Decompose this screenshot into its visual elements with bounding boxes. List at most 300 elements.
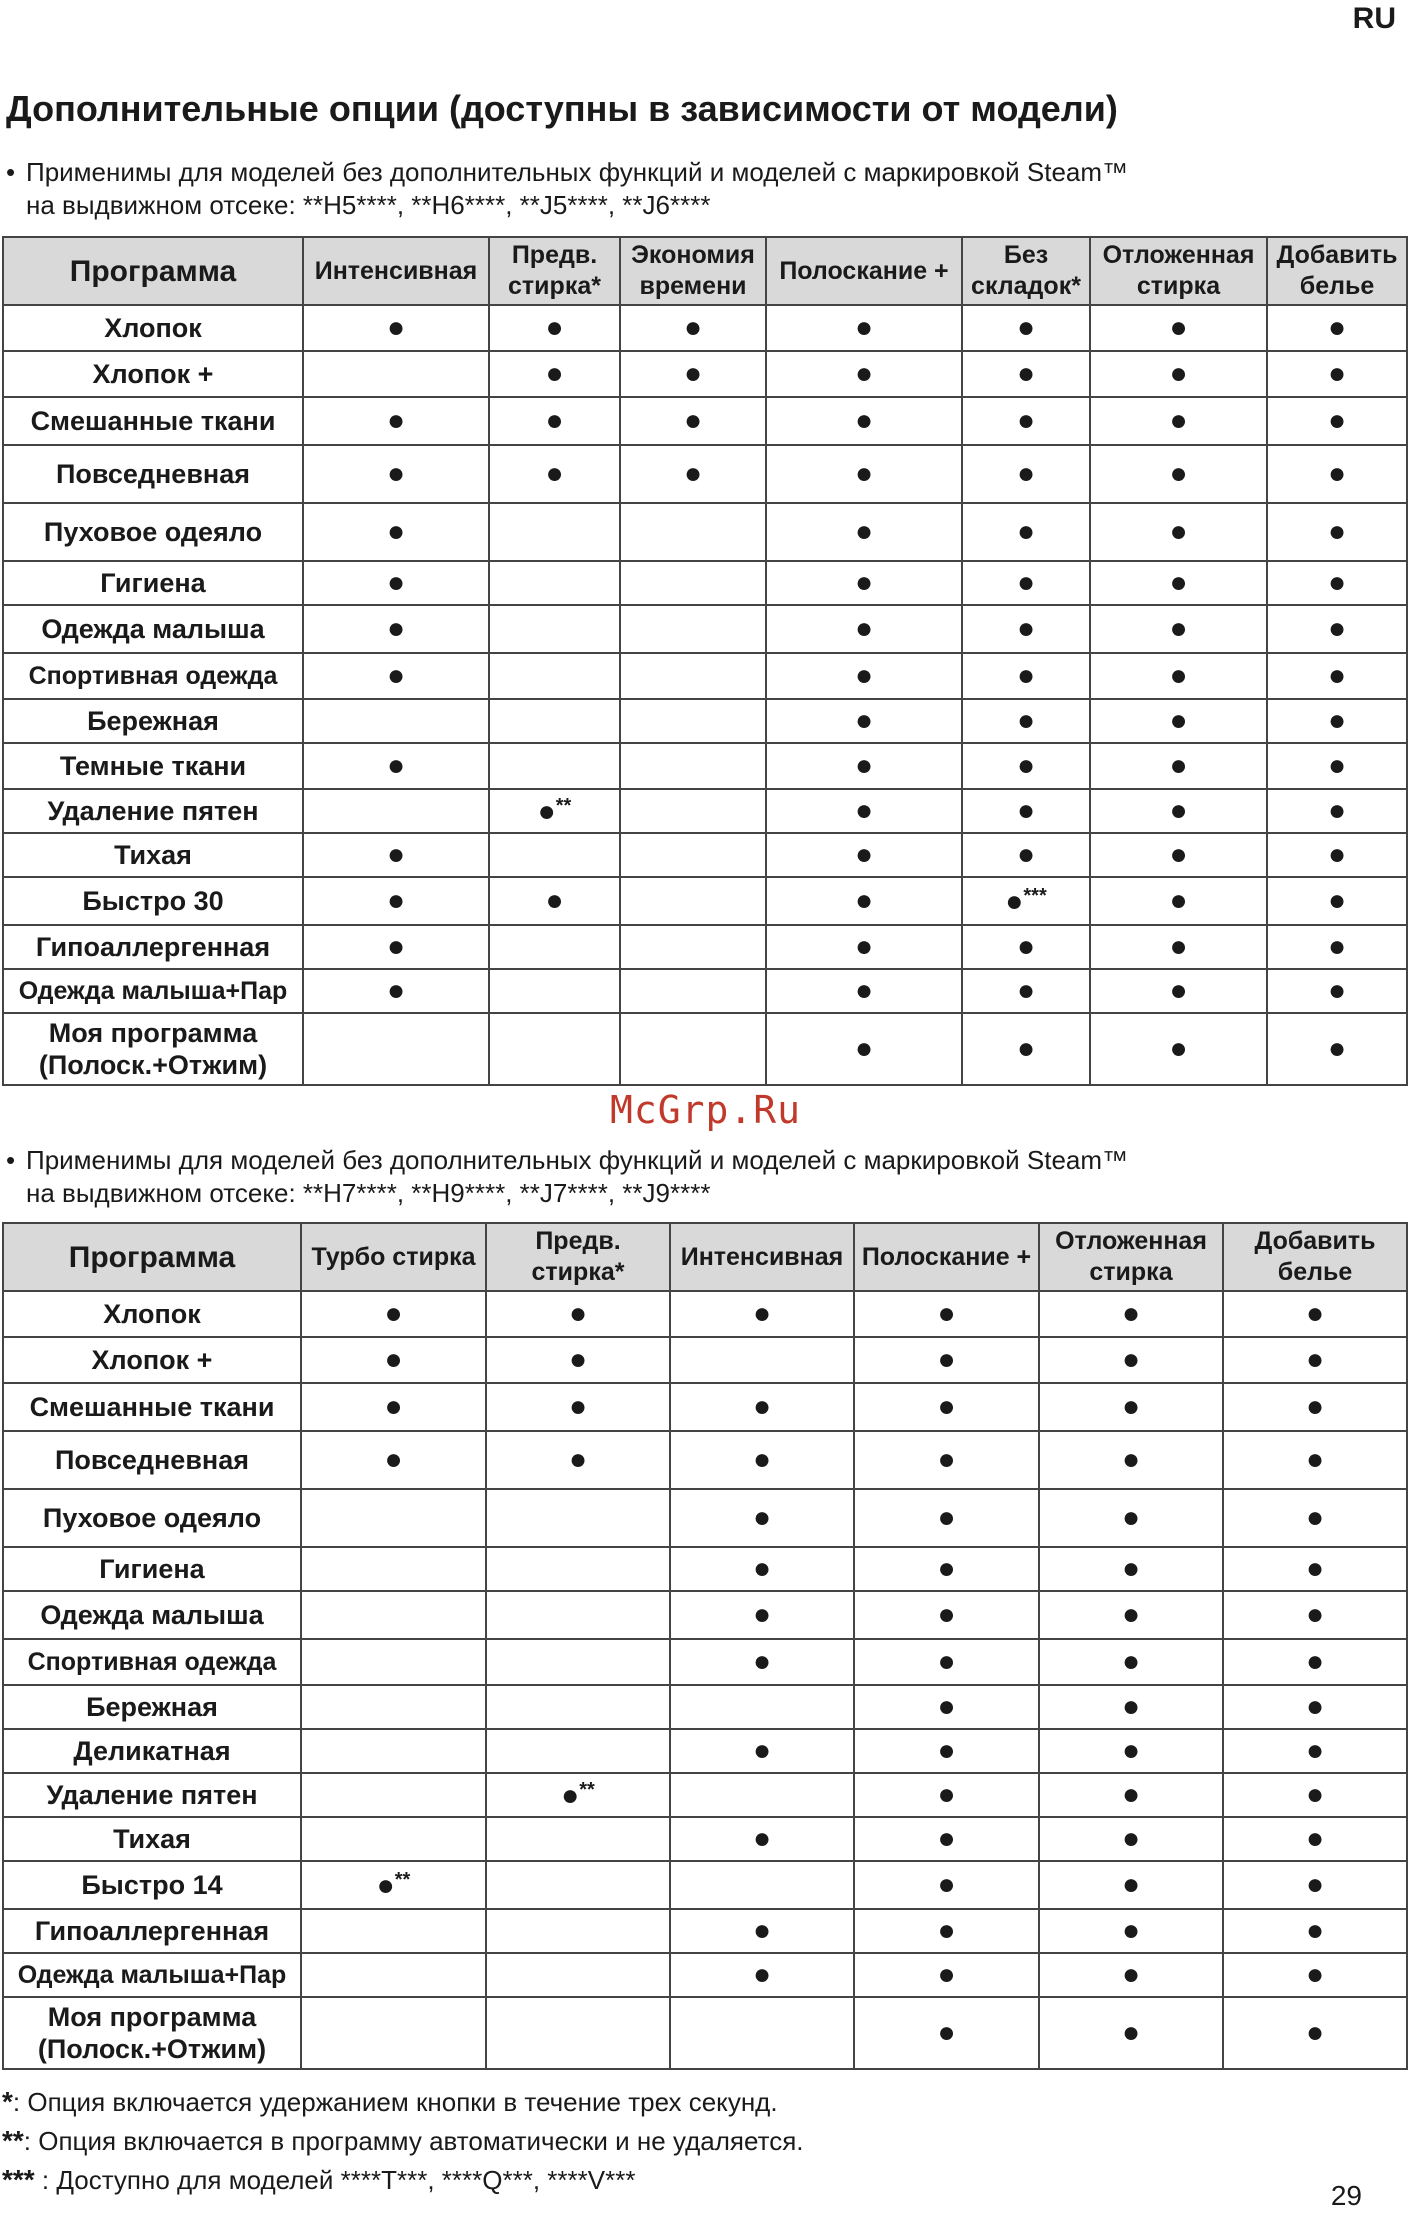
bullet-mark: ● — [1169, 404, 1188, 437]
table-row — [3, 1909, 1407, 1953]
table-row — [3, 1639, 1407, 1685]
option-available-cell — [1223, 1337, 1407, 1383]
option-empty-cell — [670, 1773, 854, 1817]
program-name: Смешанные ткани — [3, 1383, 301, 1431]
option-available-cell — [1039, 1729, 1223, 1773]
section2-note-line2: на выдвижном отсеке: **H7****, **H9****, **J7****, **J9**** — [26, 1178, 711, 1208]
program-name: Тихая — [3, 833, 303, 877]
option-available-cell — [1090, 969, 1267, 1013]
option-available-cell — [1090, 1013, 1267, 1085]
option-available-cell — [854, 1997, 1039, 2069]
option-empty-cell — [489, 561, 620, 605]
bullet-mark: ● — [1121, 1868, 1141, 1901]
option-empty-cell — [670, 1861, 854, 1909]
bullet-mark: ● — [1016, 311, 1036, 344]
option-available-cell — [670, 1909, 854, 1953]
option-available-cell — [962, 397, 1090, 445]
bullet-mark: ● — [545, 884, 564, 917]
program-name: Тихая — [3, 1817, 301, 1861]
bullet-mark: ● — [1121, 1443, 1141, 1476]
bullet-mark: ● — [1327, 749, 1347, 782]
option-available-cell — [766, 305, 962, 351]
option-empty-cell — [301, 1817, 486, 1861]
option-available-cell — [1267, 833, 1407, 877]
option-empty-cell — [620, 925, 766, 969]
bullet-mark: ● — [384, 1343, 403, 1376]
bullet-mark: ● — [1327, 457, 1347, 490]
footnote-1: *: Опция включается удержанием кнопки в течение трех секунд. — [2, 2086, 778, 2117]
option-available-cell — [766, 605, 962, 653]
option-available-cell — [1267, 503, 1407, 561]
option-available-cell — [486, 1383, 670, 1431]
bullet-mark: ● — [1016, 1032, 1036, 1065]
option-empty-cell — [301, 1953, 486, 1997]
bullet-mark: ● — [937, 2016, 956, 2049]
option-available-cell — [1090, 833, 1267, 877]
bullet-mark: ● — [752, 1501, 772, 1534]
option-available-cell — [670, 1291, 854, 1337]
bullet-mark: ● — [1327, 794, 1347, 827]
bullet-mark: ● — [1016, 838, 1036, 871]
table-row — [3, 699, 1407, 743]
option-available-cell — [303, 653, 489, 699]
option-available-cell — [1090, 397, 1267, 445]
column-header: Отложенная стирка — [1090, 237, 1267, 305]
column-header: Турбо стирка — [301, 1223, 486, 1291]
table-row — [3, 445, 1407, 503]
bullet-mark: ● — [1305, 1734, 1325, 1767]
bullet-mark: ● — [1327, 612, 1347, 645]
page-title: Дополнительные опции (доступны в зависимости от модели) — [6, 88, 1118, 129]
option-available-cell — [962, 969, 1090, 1013]
option-available-cell — [1223, 1383, 1407, 1431]
bullet-icon: • — [6, 157, 16, 187]
option-available-cell — [1223, 1817, 1407, 1861]
option-available-cell — [670, 1729, 854, 1773]
table-row — [3, 1729, 1407, 1773]
bullet-mark: ● — [1121, 1958, 1141, 1991]
bullet-mark: ● — [1169, 749, 1188, 782]
bullet-mark: ● — [545, 457, 564, 490]
option-empty-cell — [486, 1639, 670, 1685]
option-empty-cell — [303, 789, 489, 833]
bullet-mark: ● — [1169, 930, 1188, 963]
option-available-cell — [766, 743, 962, 789]
option-available-cell — [766, 503, 962, 561]
section2-note — [6, 1144, 1128, 1210]
bullet-mark: ● — [1305, 1822, 1325, 1855]
program-name: Моя программа (Полоск.+Отжим) — [3, 1013, 303, 1085]
option-available-cell — [1267, 877, 1407, 925]
bullet-mark: ● — [937, 1868, 956, 1901]
bullet-mark: ● — [854, 974, 874, 1007]
option-available-cell — [670, 1591, 854, 1639]
option-available-cell — [303, 877, 489, 925]
bullet-mark: ● — [1305, 1958, 1325, 1991]
option-available-cell — [1090, 561, 1267, 605]
option-available-cell — [670, 1639, 854, 1685]
option-available-cell — [854, 1861, 1039, 1909]
option-available-cell — [766, 653, 962, 699]
option-available-cell — [1039, 1591, 1223, 1639]
option-available-cell — [1223, 1909, 1407, 1953]
option-available-cell — [962, 653, 1090, 699]
table-row — [3, 561, 1407, 605]
option-available-cell — [620, 445, 766, 503]
bullet-mark: ● — [1016, 457, 1036, 490]
bullet-mark: ● — [683, 357, 703, 390]
bullet-mark: ● — [386, 659, 406, 692]
bullet-mark: ● — [937, 1552, 956, 1585]
option-available-cell — [1090, 503, 1267, 561]
option-available-cell — [962, 351, 1090, 397]
bullet-mark: ● — [752, 1390, 772, 1423]
option-available-cell — [301, 1383, 486, 1431]
option-available-cell — [854, 1773, 1039, 1817]
table-row — [3, 1431, 1407, 1489]
table-row — [3, 1383, 1407, 1431]
bullet-mark: ● — [1305, 1390, 1325, 1423]
option-available-cell — [620, 397, 766, 445]
option-available-cell — [854, 1685, 1039, 1729]
bullet-mark: ● — [752, 1914, 772, 1947]
table2-header-row — [3, 1223, 1407, 1291]
table1-header-row — [3, 237, 1407, 305]
bullet-mark: ● — [1016, 930, 1036, 963]
option-available-cell — [303, 743, 489, 789]
bullet-mark: ● — [1016, 357, 1036, 390]
bullet-mark: ● — [683, 404, 703, 437]
table-row — [3, 397, 1407, 445]
option-empty-cell — [620, 969, 766, 1013]
option-available-cell — [1267, 925, 1407, 969]
option-available-cell — [1090, 699, 1267, 743]
option-available-cell — [854, 1489, 1039, 1547]
option-available-cell — [1039, 1639, 1223, 1685]
option-empty-cell — [620, 833, 766, 877]
option-available-cell — [854, 1817, 1039, 1861]
option-available-cell — [766, 969, 962, 1013]
program-name: Деликатная — [3, 1729, 301, 1773]
option-available-cell — [1090, 605, 1267, 653]
program-name: Удаление пятен — [3, 789, 303, 833]
option-available-cell — [486, 1337, 670, 1383]
bullet-mark: ● — [1305, 1343, 1325, 1376]
bullet-mark: ● — [1121, 1778, 1141, 1811]
option-available-cell — [1039, 1685, 1223, 1729]
bullet-mark: ● — [384, 1297, 403, 1330]
table-row — [3, 1685, 1407, 1729]
option-empty-cell — [301, 1997, 486, 2069]
bullet-mark: ● — [1121, 1343, 1141, 1376]
bullet-mark: ●*** — [1005, 884, 1047, 918]
program-name: Быстро 30 — [3, 877, 303, 925]
option-available-cell — [766, 351, 962, 397]
option-available-cell — [670, 1431, 854, 1489]
program-name: Хлопок + — [3, 1337, 301, 1383]
bullet-mark: ● — [937, 1390, 956, 1423]
column-header: Предв. стирка* — [486, 1223, 670, 1291]
section1-note-line1: Применимы для моделей без дополнительных функций и моделей с маркировкой Steam™ — [26, 157, 1129, 187]
option-available-cell — [1267, 743, 1407, 789]
bullet-mark: ● — [1121, 1297, 1141, 1330]
bullet-mark: ● — [1121, 1552, 1141, 1585]
bullet-mark: ● — [545, 357, 564, 390]
bullet-mark: ● — [1305, 1914, 1325, 1947]
option-available-cell — [962, 1013, 1090, 1085]
bullet-mark: ● — [1121, 1690, 1141, 1723]
bullet-mark: ● — [386, 515, 406, 548]
bullet-mark: ● — [752, 1645, 772, 1678]
option-available-cell — [486, 1431, 670, 1489]
bullet-mark: ● — [854, 838, 874, 871]
option-available-cell — [303, 503, 489, 561]
option-available-cell — [620, 351, 766, 397]
option-available-cell — [766, 1013, 962, 1085]
bullet-mark: ● — [1121, 2016, 1141, 2049]
option-empty-cell — [489, 699, 620, 743]
option-available-cell — [1267, 351, 1407, 397]
option-empty-cell — [301, 1685, 486, 1729]
section1-note-line2: на выдвижном отсеке: **H5****, **H6****, **J5****, **J6**** — [26, 190, 711, 220]
option-available-cell — [1039, 1861, 1223, 1909]
option-available-cell — [766, 877, 962, 925]
option-empty-cell — [303, 1013, 489, 1085]
option-empty-cell — [620, 699, 766, 743]
bullet-mark: ● — [752, 1734, 772, 1767]
column-header: Интенсивная — [670, 1223, 854, 1291]
program-name: Одежда малыша+Пар — [3, 969, 303, 1013]
bullet-mark: ● — [683, 457, 703, 490]
bullet-mark: ● — [1169, 659, 1188, 692]
option-available-cell — [854, 1547, 1039, 1591]
option-available-cell — [1039, 1489, 1223, 1547]
option-empty-cell — [620, 743, 766, 789]
bullet-mark: ● — [1121, 1822, 1141, 1855]
option-available-cell — [303, 969, 489, 1013]
option-available-cell — [303, 305, 489, 351]
option-empty-cell — [486, 1685, 670, 1729]
option-available-cell — [1039, 1337, 1223, 1383]
option-empty-cell — [489, 743, 620, 789]
watermark: McGrp.Ru — [610, 1088, 802, 1132]
bullet-mark: ● — [1169, 566, 1188, 599]
bullet-mark: ● — [1327, 404, 1347, 437]
option-available-cell — [1267, 653, 1407, 699]
bullet-mark: ● — [1305, 1552, 1325, 1585]
column-header: Интенсивная — [303, 237, 489, 305]
option-available-cell — [303, 445, 489, 503]
program-name: Удаление пятен — [3, 1773, 301, 1817]
option-available-cell — [670, 1489, 854, 1547]
column-header: Предв. стирка* — [489, 237, 620, 305]
program-name: Хлопок — [3, 1291, 301, 1337]
option-available-cell — [1039, 1909, 1223, 1953]
option-available-cell — [766, 561, 962, 605]
bullet-mark: ● — [386, 612, 406, 645]
bullet-mark: ● — [1169, 612, 1188, 645]
option-available-cell — [670, 1953, 854, 1997]
option-available-cell — [962, 445, 1090, 503]
option-available-cell — [1039, 1773, 1223, 1817]
option-available-cell — [766, 925, 962, 969]
bullet-mark: ● — [854, 612, 874, 645]
bullet-mark: ● — [386, 974, 406, 1007]
bullet-mark: ● — [854, 794, 874, 827]
section1-note — [6, 156, 1128, 222]
option-available-cell — [1039, 1997, 1223, 2069]
bullet-mark: ● — [1169, 884, 1188, 917]
bullet-mark: ● — [854, 659, 874, 692]
option-available-cell — [962, 699, 1090, 743]
bullet-mark: ● — [1016, 612, 1036, 645]
option-empty-cell — [301, 1639, 486, 1685]
option-available-cell — [962, 833, 1090, 877]
bullet-mark: ● — [1169, 357, 1188, 390]
bullet-mark: ● — [568, 1343, 588, 1376]
option-available-cell — [489, 445, 620, 503]
bullet-mark: ● — [1169, 457, 1188, 490]
program-name: Гипоаллергенная — [3, 925, 303, 969]
option-available-cell — [1090, 351, 1267, 397]
option-empty-cell — [486, 1861, 670, 1909]
option-empty-cell — [620, 877, 766, 925]
page-number: 29 — [1330, 2180, 1362, 2211]
bullet-mark: ● — [854, 404, 874, 437]
table-row — [3, 1861, 1407, 1909]
program-name: Гипоаллергенная — [3, 1909, 301, 1953]
bullet-mark: ● — [1327, 566, 1347, 599]
bullet-mark: ● — [937, 1598, 956, 1631]
bullet-mark: ● — [568, 1390, 588, 1423]
option-empty-cell — [489, 1013, 620, 1085]
option-available-cell — [1090, 743, 1267, 789]
option-available-cell — [1223, 1685, 1407, 1729]
column-header: Отложенная стирка — [1039, 1223, 1223, 1291]
option-available-cell — [1223, 1489, 1407, 1547]
option-available-cell — [301, 1337, 486, 1383]
bullet-mark: ● — [854, 749, 874, 782]
option-available-cell — [489, 877, 620, 925]
bullet-mark: ● — [937, 1734, 956, 1767]
option-empty-cell — [486, 1953, 670, 1997]
bullet-mark: ● — [1327, 704, 1347, 737]
program-name: Темные ткани — [3, 743, 303, 789]
option-available-cell — [1223, 1547, 1407, 1591]
option-available-cell — [1090, 305, 1267, 351]
option-available-cell — [670, 1817, 854, 1861]
option-empty-cell — [486, 1591, 670, 1639]
option-available-cell — [854, 1909, 1039, 1953]
option-empty-cell — [670, 1337, 854, 1383]
table-row — [3, 1817, 1407, 1861]
bullet-mark: ● — [386, 884, 406, 917]
bullet-mark: ● — [752, 1297, 772, 1330]
bullet-mark: ● — [1121, 1501, 1141, 1534]
option-available-cell — [1223, 1953, 1407, 1997]
bullet-mark: ● — [1121, 1390, 1141, 1423]
option-available-cell — [962, 789, 1090, 833]
bullet-mark: ● — [937, 1645, 956, 1678]
table-row — [3, 1337, 1407, 1383]
option-available-cell — [486, 1291, 670, 1337]
option-available-cell — [962, 305, 1090, 351]
bullet-mark: ● — [545, 404, 564, 437]
bullet-mark: ● — [1169, 974, 1188, 1007]
program-name: Хлопок + — [3, 351, 303, 397]
table-row — [3, 1291, 1407, 1337]
table-row — [3, 789, 1407, 833]
option-available-cell — [766, 445, 962, 503]
program-name: Быстро 14 — [3, 1861, 301, 1909]
column-header: Добавить белье — [1223, 1223, 1407, 1291]
bullet-mark: ● — [1305, 1501, 1325, 1534]
bullet-mark: ● — [937, 1822, 956, 1855]
column-header: Без складок* — [962, 237, 1090, 305]
table-row — [3, 305, 1407, 351]
table-row — [3, 1013, 1407, 1085]
option-empty-cell — [489, 969, 620, 1013]
option-available-cell — [962, 503, 1090, 561]
option-available-cell — [1223, 1773, 1407, 1817]
program-name: Пуховое одеяло — [3, 503, 303, 561]
bullet-mark: ● — [1016, 704, 1036, 737]
option-available-cell — [1223, 1997, 1407, 2069]
bullet-mark: ● — [937, 1297, 956, 1330]
bullet-mark: ● — [752, 1443, 772, 1476]
bullet-mark: ● — [1016, 404, 1036, 437]
program-name: Одежда малыша — [3, 1591, 301, 1639]
option-empty-cell — [486, 1489, 670, 1547]
option-available-cell — [620, 305, 766, 351]
option-empty-cell — [303, 699, 489, 743]
option-empty-cell — [301, 1909, 486, 1953]
column-header: Экономия времени — [620, 237, 766, 305]
bullet-mark: ● — [1305, 1443, 1325, 1476]
bullet-icon: • — [6, 1145, 16, 1175]
program-name: Повседневная — [3, 1431, 301, 1489]
option-empty-cell — [489, 653, 620, 699]
option-available-cell — [301, 1861, 486, 1909]
option-empty-cell — [486, 1909, 670, 1953]
option-empty-cell — [489, 503, 620, 561]
option-available-cell — [489, 789, 620, 833]
options-table-2 — [2, 1222, 1408, 2070]
column-header-program: Программа — [3, 237, 303, 305]
option-available-cell — [1090, 925, 1267, 969]
option-available-cell — [303, 925, 489, 969]
bullet-mark: ● — [937, 1958, 956, 1991]
option-available-cell — [854, 1291, 1039, 1337]
option-available-cell — [301, 1431, 486, 1489]
option-available-cell — [1223, 1431, 1407, 1489]
option-available-cell — [766, 833, 962, 877]
option-available-cell — [1267, 969, 1407, 1013]
bullet-mark: ● — [1327, 357, 1347, 390]
option-available-cell — [303, 561, 489, 605]
option-available-cell — [489, 397, 620, 445]
bullet-mark: ● — [1327, 884, 1347, 917]
language-code: RU — [1352, 2, 1396, 35]
bullet-mark: ●** — [376, 1868, 411, 1902]
option-available-cell — [962, 925, 1090, 969]
table-row — [3, 1489, 1407, 1547]
bullet-mark: ● — [752, 1958, 772, 1991]
program-name: Пуховое одеяло — [3, 1489, 301, 1547]
bullet-mark: ● — [1016, 749, 1036, 782]
bullet-mark: ● — [937, 1778, 956, 1811]
option-available-cell — [1267, 445, 1407, 503]
